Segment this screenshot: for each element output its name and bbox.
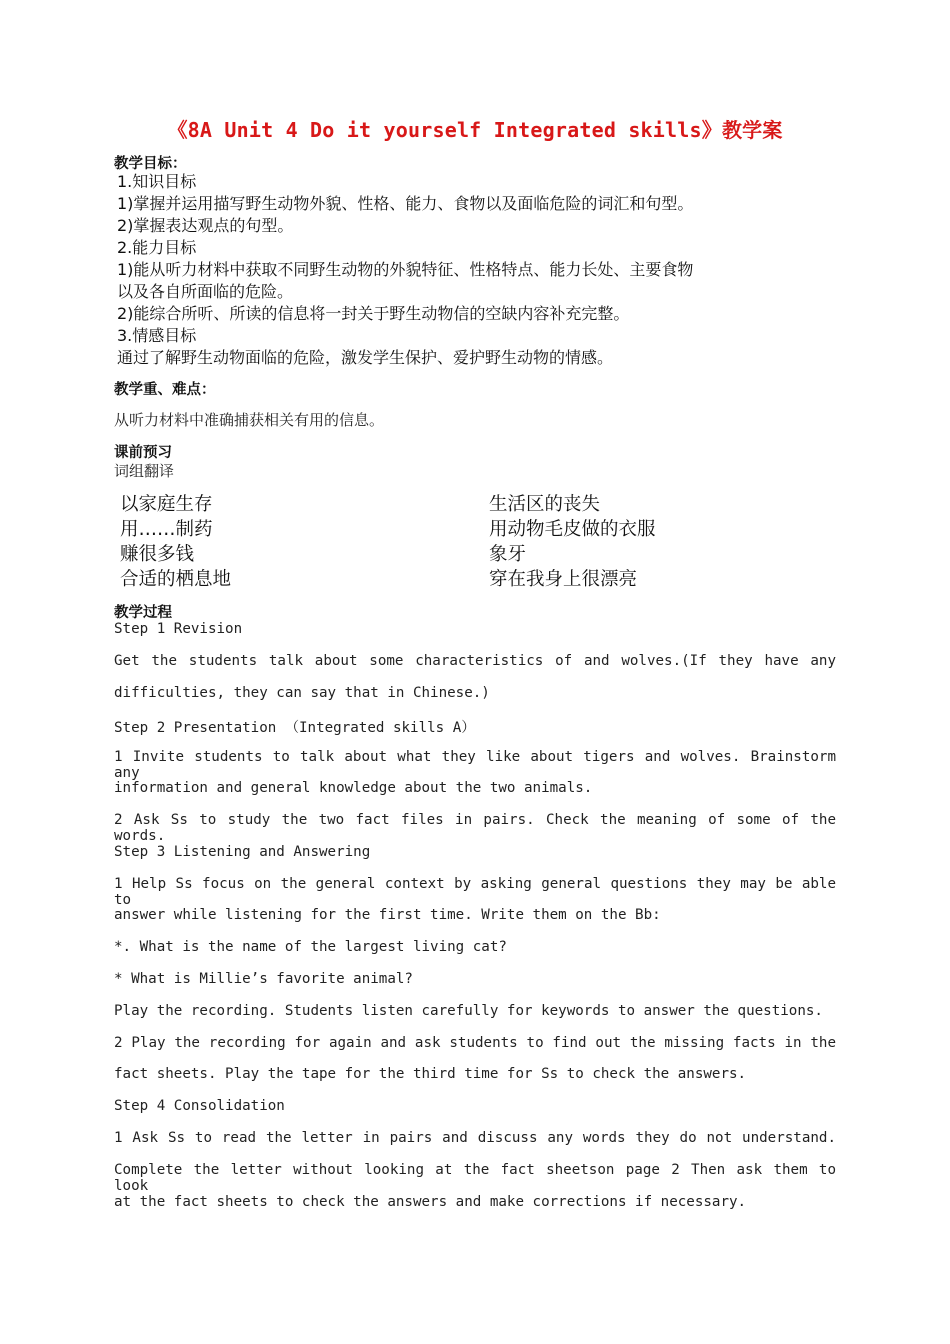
process-line: *. What is the name of the largest living cat? [114, 939, 507, 955]
phrase-item: 生活区的丧失 [489, 494, 601, 515]
objective-line: 2)掌握表达观点的句型。 [117, 216, 294, 235]
process-line: 2 Ask Ss to study the two fact files in pairs. Check the meaning of some of the words. [114, 812, 836, 844]
phrase-item: 以家庭生存 [120, 494, 213, 515]
objective-line: 1)能从听力材料中获取不同野生动物的外貌特征、性格特点、能力长处、主要食物 [117, 260, 694, 279]
process-line: Complete the letter without looking at the fact sheetson page 2 Then ask them to look [114, 1162, 836, 1194]
objective-line: 通过了解野生动物面临的危险，激发学生保护、爱护野生动物的情感。 [117, 348, 614, 367]
process-line: 1 Ask Ss to read the letter in pairs and discuss any words they do not understand. [114, 1130, 836, 1146]
process-line: 1 Help Ss focus on the general context by asking general questions they may be able to [114, 876, 836, 908]
process-line: Step 1 Revision [114, 621, 243, 637]
phrase-item: 用动物毛皮做的衣服 [489, 519, 656, 540]
phrase-item: 象牙 [489, 544, 527, 565]
keypoints-heading: 教学重、难点： [114, 382, 216, 398]
objectives-heading: 教学目标： [114, 156, 187, 172]
process-line: fact sheets. Play the tape for the third time for Ss to check the answers. [114, 1066, 747, 1082]
process-line: * What is Millie’s favorite animal? [114, 971, 413, 987]
process-line: difficulties, they can say that in Chinese.) [114, 685, 490, 701]
process-heading: 教学过程 [114, 605, 172, 621]
process-line: at the fact sheets to check the answers and make corrections if necessary. [114, 1194, 747, 1210]
phrase-item: 赚很多钱 [120, 544, 195, 565]
preview-subheading: 词组翻译 [114, 462, 175, 480]
process-line: answer while listening for the first time. Write them on the Bb: [114, 907, 661, 923]
phrase-item: 穿在我身上很漂亮 [489, 569, 638, 590]
preview-heading: 课前预习 [114, 445, 172, 461]
keypoints-text: 从听力材料中准确捕获相关有用的信息。 [114, 411, 385, 429]
objective-line: 3.情感目标 [117, 326, 197, 345]
objective-line: 2)能综合所听、所读的信息将一封关于野生动物信的空缺内容补充完整。 [117, 304, 630, 323]
process-line: Step 2 Presentation （Integrated skills A） [114, 720, 476, 736]
process-line: information and general knowledge about the two animals. [114, 780, 593, 796]
process-line: 2 Play the recording for again and ask students to find out the missing facts in the [114, 1035, 836, 1051]
document-title: 《8A Unit 4 Do it yourself Integrated skills》教学案 [167, 118, 783, 142]
phrase-item: 用……制药 [120, 519, 213, 540]
process-line: Step 4 Consolidation [114, 1098, 285, 1114]
process-line: Get the students talk about some characteristics of and wolves.(If they have any [114, 653, 836, 669]
objective-line: 以及各自所面临的危险。 [117, 282, 294, 301]
process-line: 1 Invite students to talk about what they like about tigers and wolves. Brainstorm any [114, 749, 836, 781]
objective-line: 1.知识目标 [117, 172, 197, 191]
objective-line: 2.能力目标 [117, 238, 197, 257]
objective-line: 1)掌握并运用描写野生动物外貌、性格、能力、食物以及面临危险的词汇和句型。 [117, 194, 694, 213]
phrase-item: 合适的栖息地 [120, 569, 232, 590]
process-line: Play the recording. Students listen carefully for keywords to answer the questions. [114, 1003, 823, 1019]
process-line: Step 3 Listening and Answering [114, 844, 371, 860]
